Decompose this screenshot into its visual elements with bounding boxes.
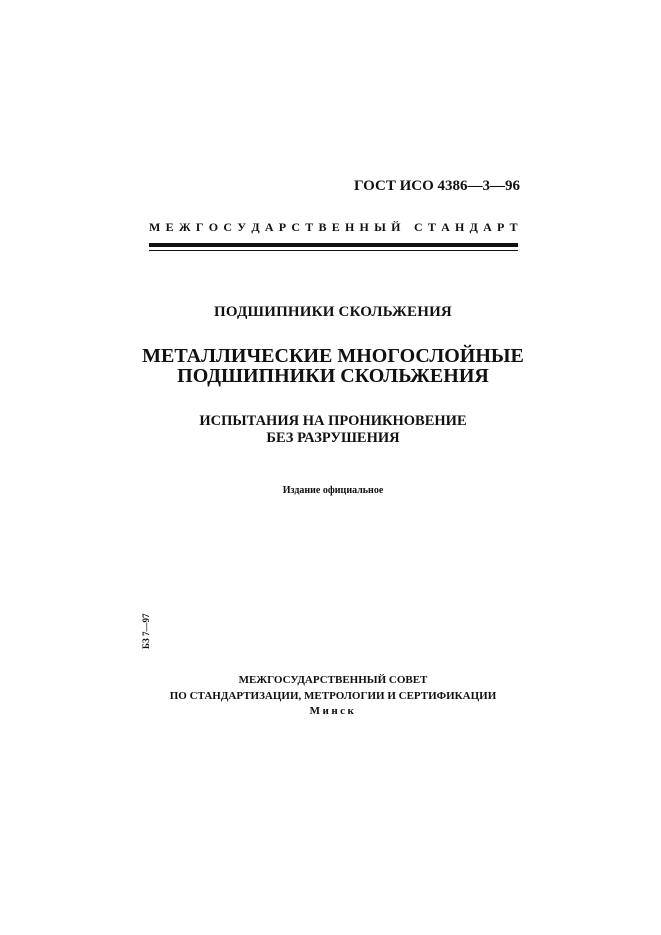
standard-type-glyph: М [149, 220, 161, 234]
standard-type-glyph: Ж [178, 220, 191, 234]
standard-type-glyph: Н [359, 220, 369, 234]
standard-type-glyph: Н [344, 220, 355, 234]
main-title-line-1: МЕТАЛЛИЧЕСКИЕ МНОГОСЛОЙНЫЕ [142, 345, 524, 367]
publisher-city: Минск [309, 705, 357, 717]
standard-type-glyph: Р [278, 220, 287, 234]
standard-type-glyph: А [483, 220, 492, 234]
sub-title-line-1: ИСПЫТАНИЯ НА ПРОНИКНОВЕНИЕ [199, 413, 467, 429]
main-title-line-2: ПОДШИПНИКИ СКОЛЬЖЕНИЯ [177, 365, 489, 387]
standard-type-glyph: Т [305, 220, 314, 234]
sub-title-line-2: БЕЗ РАЗРУШЕНИЯ [266, 430, 400, 446]
standard-type-glyph: Н [455, 220, 465, 234]
standard-type-glyph: У [237, 220, 247, 234]
standard-type-glyph: Д [251, 220, 260, 234]
standard-type-glyph: Й [391, 220, 401, 234]
standard-type-glyph [406, 220, 409, 235]
sub-title [120, 413, 546, 447]
publisher-line-1: МЕЖГОСУДАРСТВЕННЫЙ СОВЕТ [238, 674, 428, 686]
standard-type-glyph: С [291, 220, 300, 234]
standard-type-glyph: С [413, 220, 423, 234]
divider-thick [149, 243, 518, 247]
edition-label: Издание официальное [282, 485, 384, 496]
standard-type-glyph: А [264, 220, 274, 234]
standard-type-glyph: Д [469, 220, 478, 234]
side-stamp: БЗ 7—97 [141, 613, 151, 649]
main-title [120, 346, 546, 386]
subject-title: ПОДШИПНИКИ СКОЛЬЖЕНИЯ [214, 304, 452, 320]
document-code: ГОСТ ИСО 4386—3—96 [353, 178, 520, 194]
standard-type-heading [149, 220, 518, 235]
publisher-line-2: ПО СТАНДАРТИЗАЦИИ, МЕТРОЛОГИИ И СЕРТИФИКАЦИИ [169, 689, 497, 702]
standard-type-glyph: Р [497, 220, 505, 234]
standard-type-glyph: Е [331, 220, 340, 234]
publisher-block [120, 673, 546, 720]
standard-type-glyph: О [208, 220, 219, 234]
standard-type-glyph: Т [509, 220, 518, 234]
standard-type-glyph: Е [165, 220, 174, 234]
standard-type-glyph: Т [427, 220, 436, 234]
divider-thin [149, 250, 518, 251]
standard-type-glyph: Ы [374, 220, 386, 234]
standard-type-glyph: С [223, 220, 233, 234]
standard-type-glyph: В [318, 220, 327, 234]
standard-type-glyph: А [441, 220, 450, 234]
standard-type-glyph: Г [195, 220, 204, 234]
